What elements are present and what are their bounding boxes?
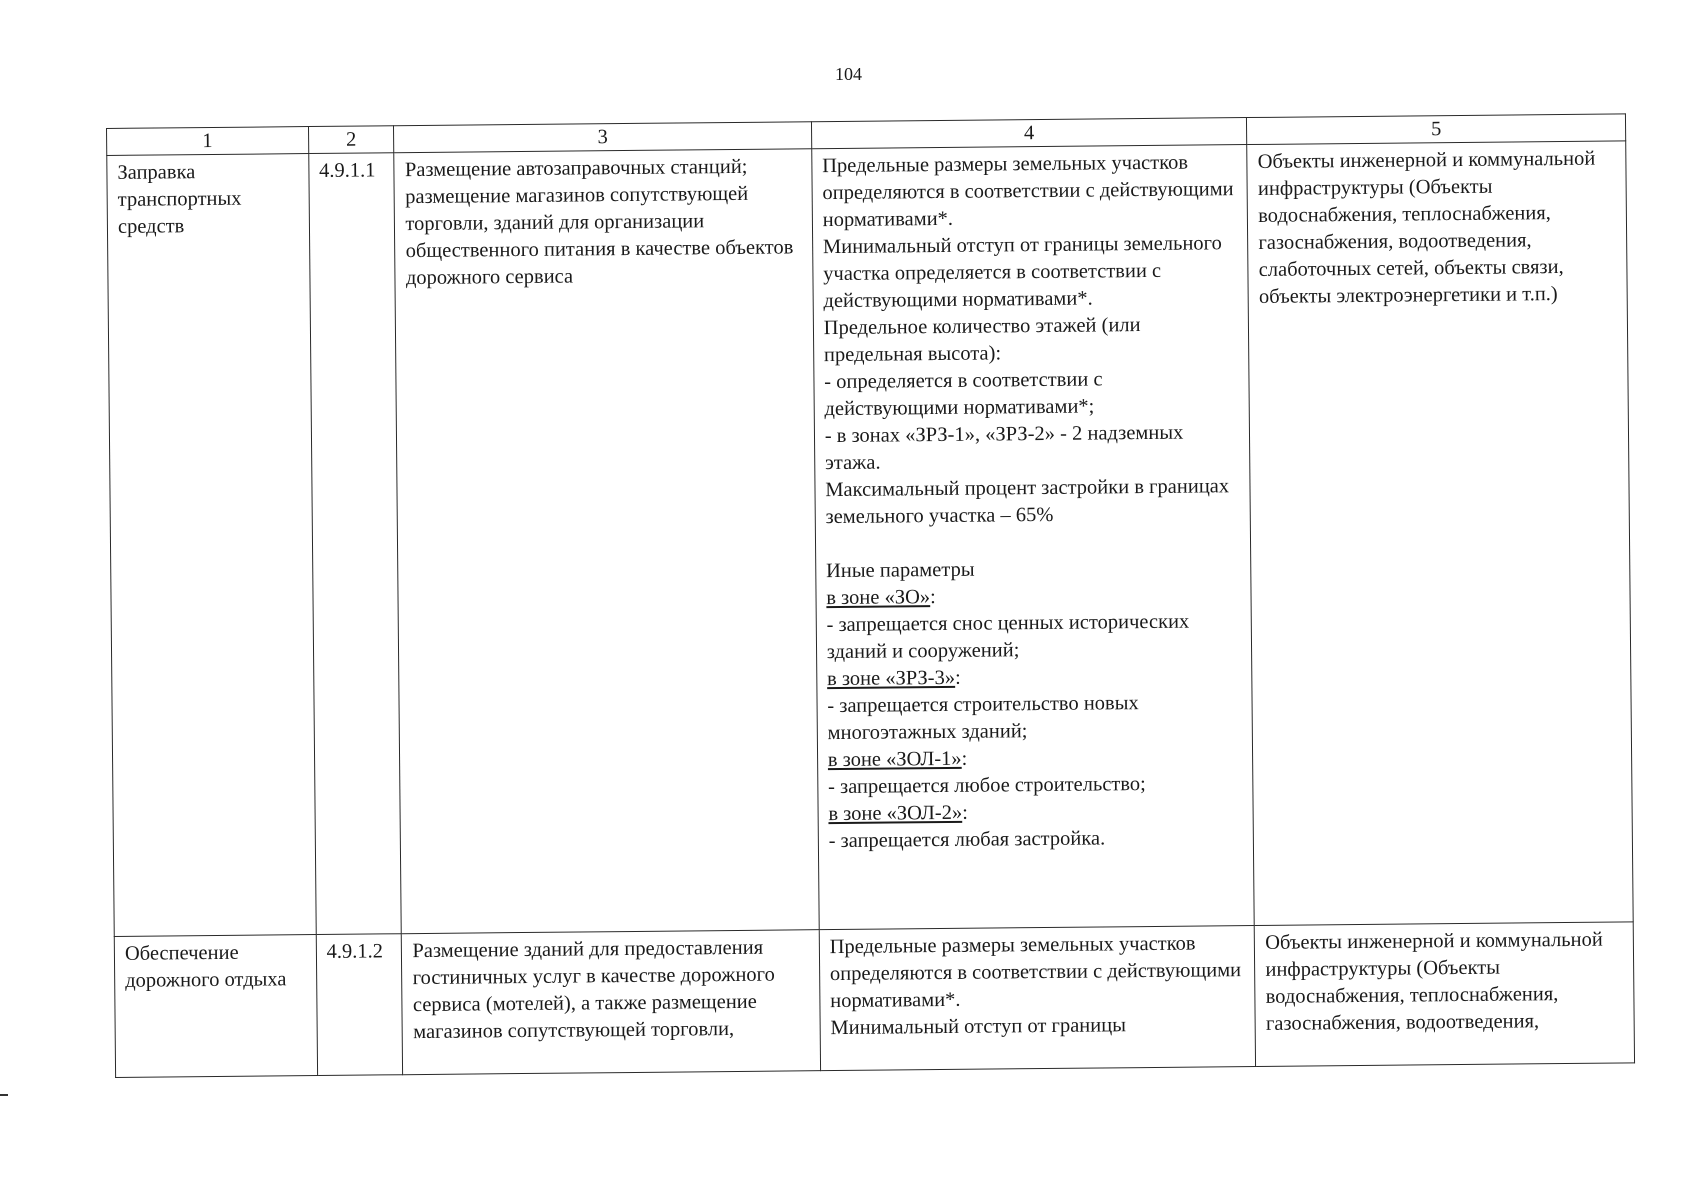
parameter-line	[826, 527, 1241, 558]
column-header-1: 1	[107, 127, 309, 156]
parameter-line	[828, 797, 1243, 828]
column-header-4: 4	[811, 118, 1247, 149]
zone-heading-colon: :	[962, 801, 968, 824]
auxiliary-uses-cell: Объекты инженерной и коммунальной инфраструктуры (Объекты водоснабжения, теплоснабжения, газоснабжения, водоотведения,	[1255, 922, 1635, 1067]
parameter-line: - определяется в соответствии с действующими нормативами*;	[824, 368, 1103, 421]
parameter-line: Минимальный отступ от границы земельного участка определяется в соответствии с действующими нормативами*.	[822, 232, 1222, 313]
parameter-line: - запрещается любое строительство;	[828, 773, 1146, 799]
zone-heading-colon: :	[954, 666, 961, 689]
parameter-line: Максимальный процент застройки в границах земельного участка – 65%	[825, 475, 1230, 529]
parameter-line	[827, 662, 1242, 693]
zone-heading-colon: :	[961, 747, 968, 770]
page-number: 104	[835, 64, 862, 84]
parameters-list	[822, 149, 1243, 855]
margin-mark	[0, 1094, 8, 1096]
use-name-cell: Обеспечение дорожного отдыха	[114, 935, 317, 1078]
parameter-line	[826, 581, 1241, 612]
column-header-5: 5	[1247, 114, 1626, 145]
use-code-cell: 4.9.1.2	[316, 934, 403, 1076]
zone-heading: в зоне «ЗРЗ-3»	[826, 666, 956, 691]
parameter-line: Предельные размеры земельных участков определяются в соответствии с действующими нормативами*.	[829, 932, 1242, 1013]
parameter-line: Иные параметры	[825, 558, 975, 583]
parameter-line	[828, 743, 1243, 774]
parameter-line: - запрещается любая застройка.	[828, 827, 1106, 853]
use-description-cell: Размещение зданий для предоставления гостиничных услуг в качестве дорожного сервиса (мотелей), а также размещение магазинов сопутствующей торговли,	[402, 930, 821, 1075]
parameter-line: - в зонах «ЗРЗ-1», «ЗРЗ-2» - 2 надземных этажа.	[824, 421, 1184, 475]
auxiliary-uses-cell: Объекты инженерной и коммунальной инфраструктуры (Объекты водоснабжения, теплоснабжения, газоснабжения, водоотведения, слаботочных сетей, объекты связи, объекты электроэнергетики и т.п.)	[1247, 141, 1633, 926]
land-use-table	[106, 113, 1635, 1078]
zone-heading: в зоне «ЗОЛ-2»	[828, 801, 963, 826]
table-row	[114, 922, 1634, 1078]
use-description-cell: Размещение автозаправочных станций; размещение магазинов сопутствующей торговли, зданий для организации общественного питания в качестве объектов дорожного сервиса	[394, 149, 819, 934]
parameters-cell	[819, 926, 1256, 1071]
zone-heading-colon: :	[930, 586, 936, 609]
parameter-line: Предельные размеры земельных участков определяются в соответствии с действующими нормативами*.	[822, 151, 1234, 232]
parameter-line: - запрещается снос ценных исторических зданий и сооружений;	[826, 610, 1190, 664]
parameters-cell	[811, 145, 1254, 930]
column-header-2: 2	[308, 126, 394, 154]
parameter-line: Предельное количество этажей (или предельная высота):	[823, 314, 1141, 367]
column-header-3: 3	[394, 122, 812, 153]
parameter-line: - запрещается строительство новых многоэтажных зданий;	[827, 692, 1139, 745]
table-row	[107, 141, 1633, 937]
use-name-cell: Заправка транспортных средств	[107, 154, 316, 937]
zone-heading: в зоне «ЗО»	[826, 586, 931, 610]
parameter-line: Минимальный отступ от границы	[830, 1014, 1127, 1040]
use-code-cell: 4.9.1.1	[308, 153, 401, 935]
parameters-list	[830, 930, 1246, 1042]
zone-heading: в зоне «ЗОЛ-1»	[827, 747, 962, 772]
